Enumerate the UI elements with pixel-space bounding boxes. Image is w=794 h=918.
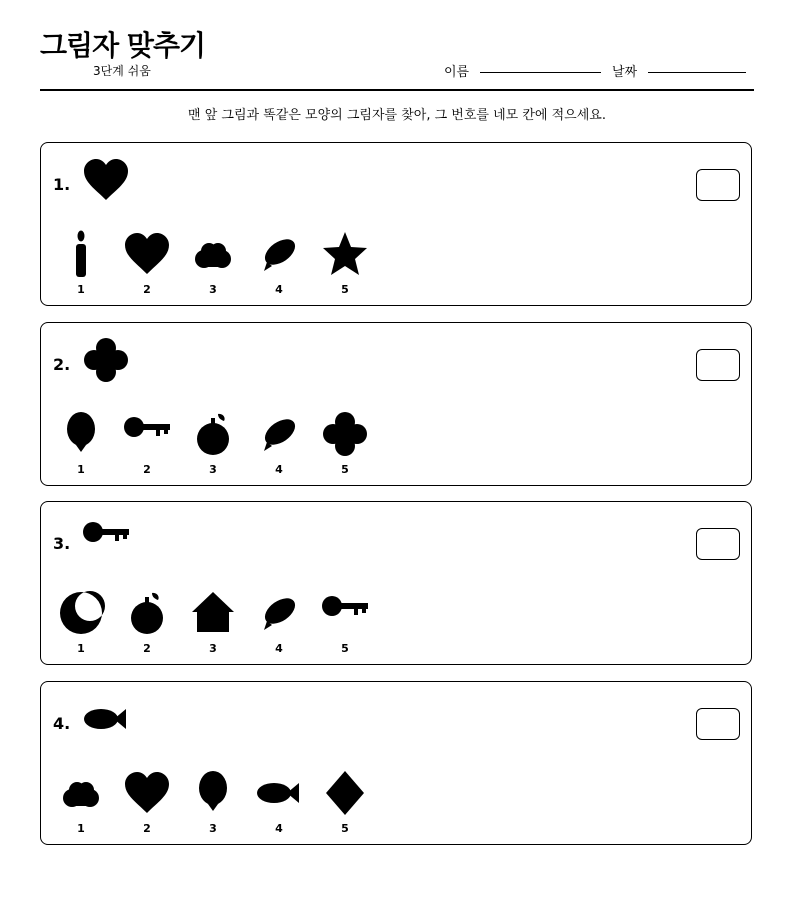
option-number: 2 <box>143 822 151 835</box>
option-number: 2 <box>143 642 151 655</box>
header-divider <box>40 89 754 91</box>
option-number: 1 <box>77 283 85 296</box>
target-clover-icon <box>81 335 141 395</box>
option-number: 3 <box>209 822 217 835</box>
target-fish-icon <box>81 694 141 754</box>
difficulty-subtitle: 3단계 쉬움 <box>93 64 151 78</box>
question-card <box>40 322 752 486</box>
question-card <box>40 501 752 665</box>
option-number: 4 <box>275 822 283 835</box>
shadow-option <box>251 588 307 660</box>
option-number: 3 <box>209 283 217 296</box>
name-label: 이름 <box>444 65 470 80</box>
option-number: 3 <box>209 642 217 655</box>
option-number: 4 <box>275 283 283 296</box>
shadow-option <box>317 588 373 660</box>
answer-box[interactable] <box>696 169 740 201</box>
option-number: 5 <box>341 822 349 835</box>
question-number: 3. <box>53 534 71 553</box>
shadow-option <box>317 229 373 301</box>
option-number: 3 <box>209 463 217 476</box>
shadow-option <box>251 409 307 481</box>
name-blank-line[interactable] <box>480 72 601 73</box>
worksheet-title: 그림자 맞추기 <box>40 29 206 62</box>
option-number: 4 <box>275 642 283 655</box>
option-number: 5 <box>341 283 349 296</box>
shadow-option <box>119 409 175 481</box>
shadow-option <box>119 229 175 301</box>
shadow-option <box>119 768 175 840</box>
shadow-option <box>317 409 373 481</box>
answer-box[interactable] <box>696 528 740 560</box>
option-number: 5 <box>341 642 349 655</box>
shadow-option <box>185 768 241 840</box>
shadow-option <box>53 229 109 301</box>
shadow-option <box>119 588 175 660</box>
shadow-option <box>53 768 109 840</box>
option-number: 1 <box>77 463 85 476</box>
answer-box[interactable] <box>696 708 740 740</box>
target-key-icon <box>81 514 141 574</box>
option-number: 4 <box>275 463 283 476</box>
shadow-option <box>251 229 307 301</box>
shadow-option <box>185 409 241 481</box>
shadow-option <box>317 768 373 840</box>
shadow-option <box>53 409 109 481</box>
date-blank-line[interactable] <box>648 72 746 73</box>
option-number: 1 <box>77 822 85 835</box>
question-card <box>40 142 752 306</box>
question-number: 1. <box>53 175 71 194</box>
question-number: 4. <box>53 714 71 733</box>
date-label: 날짜 <box>612 65 638 80</box>
option-number: 2 <box>143 283 151 296</box>
instructions: 맨 앞 그림과 똑같은 모양의 그림자를 찾아, 그 번호를 네모 칸에 적으세요. <box>188 108 606 123</box>
question-card <box>40 681 752 845</box>
shadow-option <box>53 588 109 660</box>
shadow-option <box>251 768 307 840</box>
option-number: 2 <box>143 463 151 476</box>
option-number: 5 <box>341 463 349 476</box>
target-heart-icon <box>81 155 141 215</box>
question-number: 2. <box>53 355 71 374</box>
answer-box[interactable] <box>696 349 740 381</box>
shadow-option <box>185 229 241 301</box>
option-number: 1 <box>77 642 85 655</box>
shadow-option <box>185 588 241 660</box>
